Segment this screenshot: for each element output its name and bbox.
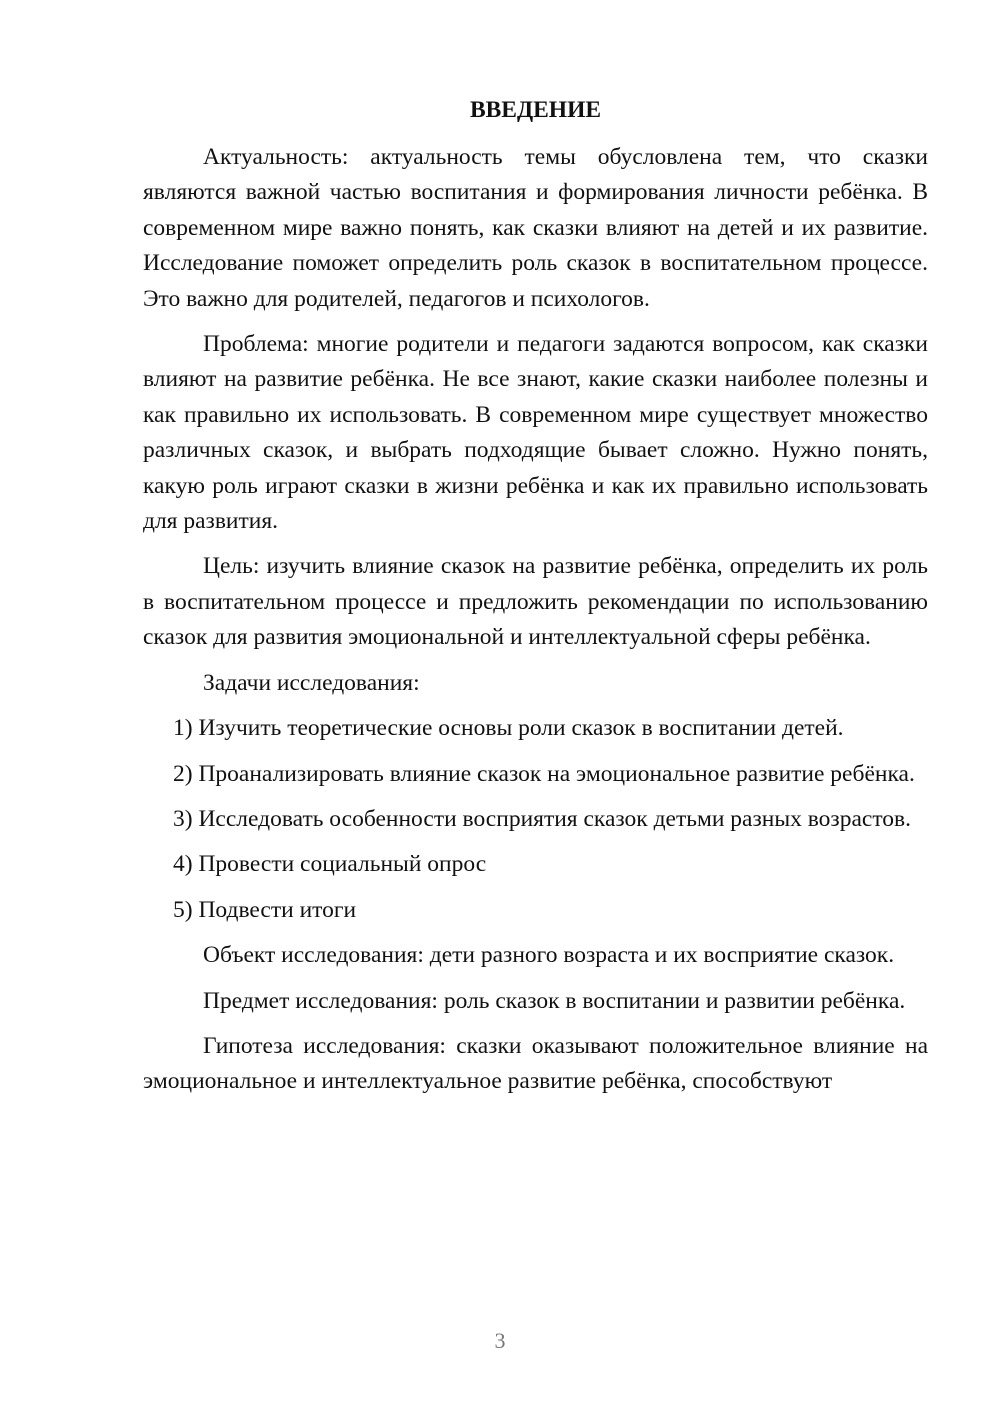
document-content xyxy=(143,88,928,1110)
relevance-paragraph: Актуальность: актуальность темы обусловлена тем, что сказки являются важной частью воспитания и формирования личности ребёнка. В современном мире важно понять, как сказки влияют на детей и их развитие. Исследование поможет определить роль сказок в воспитательном процессе. Это важно для родителей, педагогов и психологов. xyxy=(143,144,928,312)
task-item-4: 4) Провести социальный опрос xyxy=(173,851,487,878)
hypothesis-paragraph: Гипотеза исследования: сказки оказывают положительное влияние на эмоциональное и интеллектуальное развитие ребёнка, способствуют xyxy=(143,1032,928,1095)
task-item-3: 3) Исследовать особенности восприятия сказок детьми разных возрастов. xyxy=(173,805,912,832)
object-paragraph: Объект исследования: дети разного возраста и их восприятие сказок. xyxy=(203,942,895,969)
task-item-5: 5) Подвести итоги xyxy=(173,896,357,923)
tasks-heading: Задачи исследования: xyxy=(203,669,420,696)
goal-paragraph: Цель: изучить влияние сказок на развитие ребёнка, определить их роль в воспитательном процессе и предложить рекомендации по использованию сказок для развития эмоциональной и интеллектуальной сферы ребёнка. xyxy=(143,553,928,651)
problem-paragraph: Проблема: многие родители и педагоги задаются вопросом, как сказки влияют на развитие ребёнка. Не все знают, какие сказки наиболее полезны и как правильно их использовать. В современном мире существует множество различных сказок, и выбрать подходящие бывает сложно. Нужно понять, какую роль играют сказки в жизни ребёнка и как их правильно использовать для развития. xyxy=(143,331,928,535)
subject-paragraph: Предмет исследования: роль сказок в воспитании и развитии ребёнка. xyxy=(203,987,906,1014)
page-number: 3 xyxy=(494,1328,506,1353)
task-item-2: 2) Проанализировать влияние сказок на эмоциональное развитие ребёнка. xyxy=(173,760,915,787)
page-title: ВВЕДЕНИЕ xyxy=(469,97,602,123)
task-item-1: 1) Изучить теоретические основы роли сказок в воспитании детей. xyxy=(173,715,844,742)
